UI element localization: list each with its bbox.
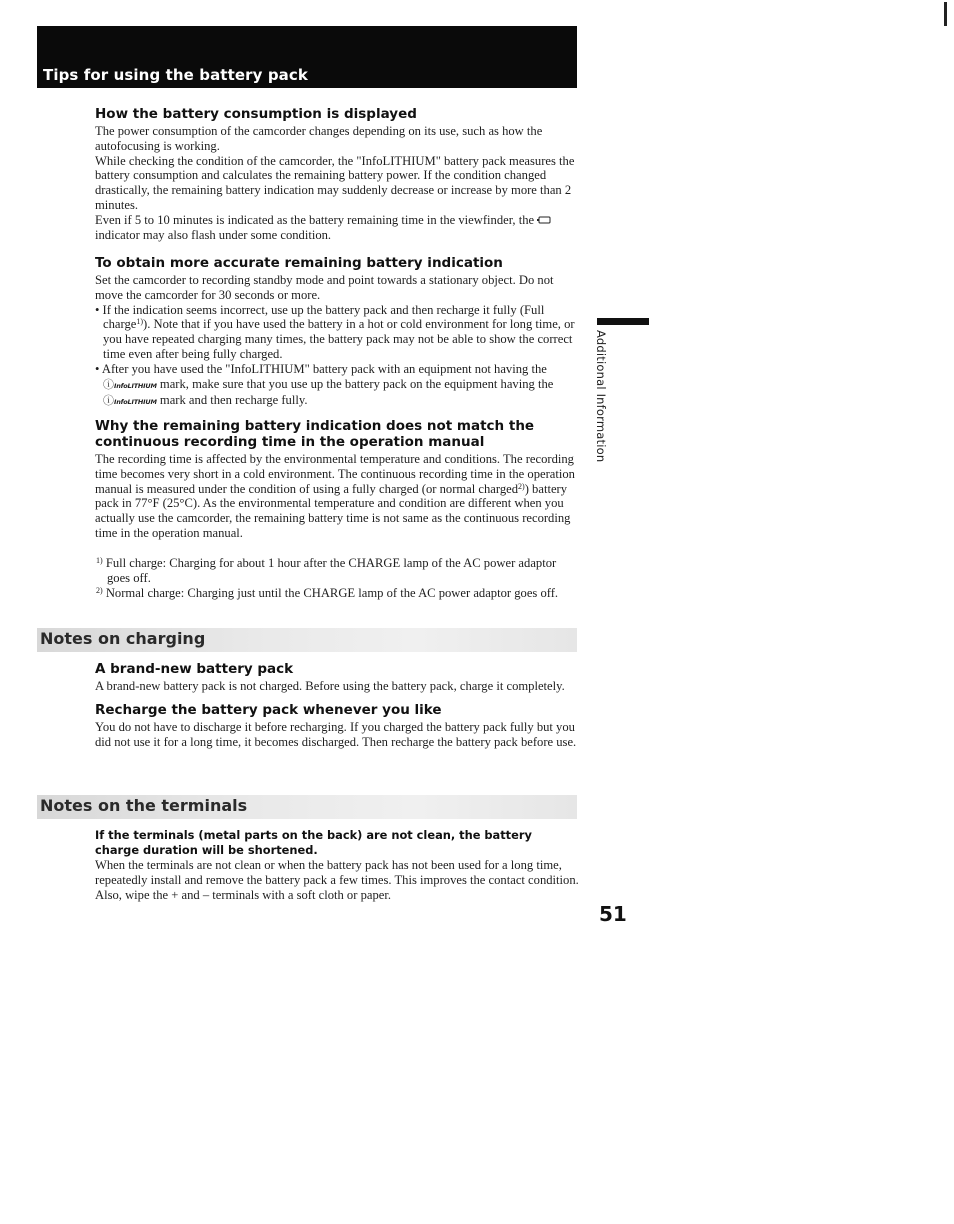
brand-new-paragraph: A brand-new battery pack is not charged. Before using the battery pack, charge it completely. bbox=[95, 679, 565, 693]
accurate-bullet-2-text-a: • After you have used the "InfoLITHIUM" battery pack with an equipment not having the bbox=[95, 361, 547, 376]
footnote-text: Normal charge: Charging just until the CHARGE lamp of the AC power adaptor goes off. bbox=[105, 585, 559, 600]
heading-consumption: How the battery consumption is displayed bbox=[95, 106, 417, 122]
footnotes bbox=[96, 556, 580, 600]
heading-notes-on-charging: Notes on charging bbox=[40, 629, 206, 648]
footnote-ref-1: 1) bbox=[136, 317, 144, 327]
consumption-paragraph-2: While checking the condition of the camcorder, the "InfoLITHIUM" battery pack measures the battery consumption and calculates the remaining battery power. If the condition changed drastically, the remaining battery indication may suddenly decrease or increase by more than 2 minutes. bbox=[95, 153, 575, 212]
consumption-text-a: Even if 5 to 10 minutes is indicated as the battery remaining time in the viewfinder, the bbox=[95, 212, 535, 227]
infolithium-mark-text: InfoLITHIUM bbox=[114, 381, 157, 390]
footnote-mark: 1) bbox=[96, 556, 103, 565]
accurate-bullet-1-text-b: ). Note that if you have used the battery in a hot or cold environment for long time, or you have repeated charging many times, the battery pack may not be able to show the correct time even after being fully charged. bbox=[103, 317, 575, 361]
consumption-paragraph-3 bbox=[95, 213, 579, 243]
page-number: 51 bbox=[599, 902, 627, 926]
footnote-text: Full charge: Charging for about 1 hour after the CHARGE lamp of the AC power adaptor goes off. bbox=[105, 556, 557, 585]
heading-notes-on-terminals: Notes on the terminals bbox=[40, 796, 248, 815]
side-tab-marker bbox=[597, 318, 649, 325]
consumption-text-b: indicator may also flash under some condition. bbox=[95, 227, 332, 242]
side-label-text: Additional Information bbox=[594, 330, 608, 463]
page-title: Tips for using the battery pack bbox=[43, 66, 308, 84]
mismatch-text-a: The recording time is affected by the environmental temperature and conditions. The recording time becomes very short in a cold environment. The continuous recording time in the operation manual is measured under the condition of using a fully charged (or normal charged bbox=[95, 452, 575, 496]
accurate-paragraph-1: Set the camcorder to recording standby mode and point towards a stationary object. Do not move the camcorder for 30 seconds or more. bbox=[95, 273, 554, 302]
heading-brand-new: A brand-new battery pack bbox=[95, 661, 294, 677]
mismatch-text-b: ) battery pack in 77°F (25°C). As the environmental temperature and condition are different when you actually use the camcorder, the remaining battery time is not same as the continuous recording time in the operation manual. bbox=[95, 481, 571, 540]
accurate-bullet-2 bbox=[95, 362, 579, 410]
footnote-1 bbox=[96, 556, 580, 586]
heading-accurate: To obtain more accurate remaining battery indication bbox=[95, 255, 503, 271]
section-consumption bbox=[95, 106, 579, 242]
info-icon: ⓘ bbox=[103, 377, 114, 391]
accurate-bullet-1-text-a: • If the indication seems incorrect, use up the battery pack and then recharge it fully (Full charge bbox=[95, 302, 545, 332]
info-icon: ⓘ bbox=[103, 394, 114, 408]
consumption-paragraph-1: The power consumption of the camcorder changes depending on its use, such as how the autofocusing is working. bbox=[95, 124, 543, 153]
terminals-paragraph: When the terminals are not clean or when the battery pack has not been used for a long time, repeatedly install and remove the battery pack a few times. This improves the contact condition. Also, wipe the + and – terminals with a soft cloth or paper. bbox=[95, 858, 579, 902]
accurate-bullet-2-text-c: mark and then recharge fully. bbox=[159, 393, 308, 408]
section-terminals bbox=[95, 828, 579, 902]
section-charging bbox=[95, 661, 579, 749]
infolithium-mark-1 bbox=[103, 378, 157, 391]
footnote-mark: 2) bbox=[96, 585, 103, 595]
page-edge-mark bbox=[944, 2, 947, 26]
accurate-bullet-1 bbox=[95, 303, 579, 362]
recharge-paragraph: You do not have to discharge it before recharging. If you charged the battery pack fully but you did not use it for a long time, it becomes discharged. Then recharge the battery pack before use. bbox=[95, 719, 577, 749]
infolithium-mark-2 bbox=[103, 394, 157, 407]
section-mismatch bbox=[95, 418, 579, 541]
mismatch-paragraph bbox=[95, 452, 579, 541]
section-accurate bbox=[95, 255, 579, 410]
footnote-2 bbox=[96, 586, 580, 601]
terminals-warning: If the terminals (metal parts on the back) are not clean, the battery charge duration will be shortened. bbox=[95, 828, 532, 857]
heading-recharge: Recharge the battery pack whenever you like bbox=[95, 701, 442, 718]
infolithium-mark-text: InfoLITHIUM bbox=[114, 398, 157, 407]
accurate-bullet-2-text-b: mark, make sure that you use up the battery pack on the equipment having the bbox=[159, 376, 554, 391]
heading-mismatch: Why the remaining battery indication does not match the continuous recording time in the operation manual bbox=[95, 418, 535, 450]
side-section-label bbox=[594, 330, 610, 463]
battery-icon bbox=[537, 216, 551, 224]
footnote-ref-2: 2) bbox=[518, 481, 525, 491]
